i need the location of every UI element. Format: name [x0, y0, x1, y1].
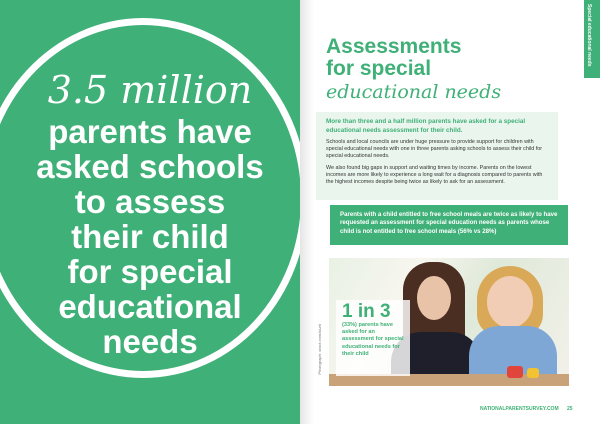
section-tab-label: Special educational needs: [586, 4, 592, 67]
headline-line: parents have: [48, 113, 252, 150]
photo-toy-red: [507, 366, 523, 378]
stat-box-text: Parents with a child entitled to free school meals are twice as likely to have requested an assessment for special education needs as parents whose child is not entitled to free school meals (56% vs 28%): [340, 211, 558, 235]
article-title: [326, 36, 556, 104]
body-paragraph-1: Schools and local councils are under huge pressure to provide support for children with special educational needs with one in three parents asking schools to assess their child for special educational needs.: [326, 139, 543, 160]
page-number: 25: [567, 406, 573, 412]
section-tab: [584, 0, 600, 78]
title-line-2: for special: [326, 57, 432, 80]
page-gutter-shadow: [300, 0, 314, 424]
headline-number: 3.5 million: [47, 68, 253, 112]
summary-box: [316, 112, 558, 200]
headline-line: asked schools: [36, 148, 264, 185]
photo-toy-yellow: [527, 368, 539, 378]
overlay-stat: 1 in 3: [342, 301, 391, 322]
headline-line: educational: [58, 288, 242, 325]
free-school-meals-stat-box: [330, 205, 568, 245]
headline-line: to assess: [74, 183, 226, 220]
lead-paragraph: More than three and a half million parents have asked for a special educational needs assessment for their child.: [326, 118, 526, 134]
photo-woman-face: [417, 276, 451, 320]
body-paragraph-2: We also found big gaps in support and waiting times by income. Parents on the lowest incomes are more likely to experience a long wait for a diagnosis compared to parents with the highest incomes despite being twice as likely to ask for an assessment.: [326, 164, 543, 186]
footer-site: NATIONALPARENTSURVEY.COM: [480, 406, 559, 412]
headline-line: their child: [71, 218, 229, 255]
headline-line: needs: [102, 323, 198, 360]
headline-line: for special: [67, 253, 233, 290]
headline-text: [0, 114, 300, 359]
one-in-three-overlay: [336, 300, 410, 376]
photo-girl-face: [487, 276, 533, 328]
title-line-1: Assessments: [326, 35, 462, 58]
title-line-3: educational needs: [326, 81, 502, 103]
photo-credit: Photograph: stock.com/sturti: [317, 324, 322, 375]
overlay-text: (33%) parents have asked for an assessment for special educational needs for their child: [342, 322, 404, 357]
